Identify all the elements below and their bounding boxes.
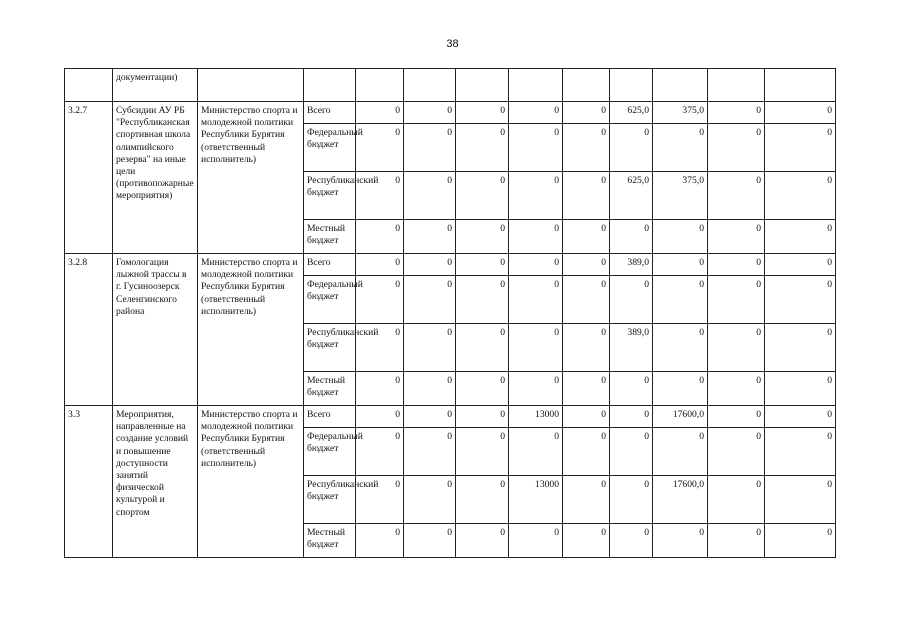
cell-value: 0 xyxy=(765,254,836,276)
cell-value: 0 xyxy=(610,124,653,172)
cell-value: 0 xyxy=(610,220,653,254)
cell-value: 0 xyxy=(708,428,765,476)
cell-source: Федеральный бюджет xyxy=(304,276,356,324)
cell-value: 13000 xyxy=(509,406,563,428)
cell-value: 0 xyxy=(765,220,836,254)
cell-value: 0 xyxy=(563,254,610,276)
cell-code: 3.2.7 xyxy=(65,102,113,254)
cell-value: 0 xyxy=(765,428,836,476)
cell-value: 0 xyxy=(456,220,509,254)
cell-value: 0 xyxy=(708,172,765,220)
cell-source: Всего xyxy=(304,406,356,428)
cell-value: 0 xyxy=(765,524,836,558)
cell-value: 0 xyxy=(356,124,404,172)
cell-value xyxy=(708,69,765,102)
cell-value: 0 xyxy=(653,524,708,558)
cell-value: 0 xyxy=(456,102,509,124)
cell-executor: Министерство спорта и молодежной политики Республики Бурятия (ответственный исполнитель) xyxy=(198,406,304,558)
cell-executor: Министерство спорта и молодежной политики Республики Бурятия (ответственный исполнитель) xyxy=(198,102,304,254)
cell-executor xyxy=(198,69,304,102)
cell-value: 0 xyxy=(765,102,836,124)
cell-value: 0 xyxy=(356,406,404,428)
cell-source: Республиканский бюджет xyxy=(304,172,356,220)
cell-value: 0 xyxy=(708,406,765,428)
cell-value: 0 xyxy=(765,324,836,372)
cell-value: 0 xyxy=(708,324,765,372)
cell-value: 0 xyxy=(456,372,509,406)
cell-source: Местный бюджет xyxy=(304,220,356,254)
cell-value: 0 xyxy=(509,372,563,406)
cell-source: Местный бюджет xyxy=(304,524,356,558)
cell-value xyxy=(765,69,836,102)
cell-value: 0 xyxy=(509,324,563,372)
cell-value: 0 xyxy=(563,476,610,524)
cell-value: 0 xyxy=(765,276,836,324)
cell-value: 0 xyxy=(708,124,765,172)
cell-value xyxy=(456,69,509,102)
cell-value: 0 xyxy=(356,428,404,476)
cell-value: 0 xyxy=(509,254,563,276)
cell-value: 0 xyxy=(563,220,610,254)
page-number: 38 xyxy=(446,38,459,50)
cell-value: 0 xyxy=(610,276,653,324)
cell-value: 0 xyxy=(404,276,456,324)
cell-executor: Министерство спорта и молодежной политики Республики Бурятия (ответственный исполнитель) xyxy=(198,254,304,406)
cell-value: 0 xyxy=(509,524,563,558)
cell-value: 0 xyxy=(404,406,456,428)
cell-value: 0 xyxy=(509,172,563,220)
cell-value: 0 xyxy=(356,476,404,524)
cell-value: 0 xyxy=(563,276,610,324)
cell-value: 0 xyxy=(356,220,404,254)
table-row xyxy=(65,69,836,102)
cell-value: 0 xyxy=(765,172,836,220)
table-row xyxy=(65,254,836,276)
cell-value xyxy=(610,69,653,102)
cell-value: 0 xyxy=(765,476,836,524)
cell-source: Республиканский бюджет xyxy=(304,476,356,524)
cell-value: 389,0 xyxy=(610,324,653,372)
cell-value: 0 xyxy=(653,428,708,476)
cell-source: Федеральный бюджет xyxy=(304,124,356,172)
cell-source: Федеральный бюджет xyxy=(304,428,356,476)
cell-value: 0 xyxy=(563,324,610,372)
table-row xyxy=(65,102,836,124)
cell-source xyxy=(304,69,356,102)
cell-value: 0 xyxy=(563,524,610,558)
cell-code: 3.2.8 xyxy=(65,254,113,406)
cell-value: 0 xyxy=(610,524,653,558)
cell-value: 0 xyxy=(610,372,653,406)
cell-value: 0 xyxy=(456,172,509,220)
cell-value: 0 xyxy=(356,276,404,324)
cell-value: 0 xyxy=(708,220,765,254)
cell-value: 0 xyxy=(404,124,456,172)
cell-value: 625,0 xyxy=(610,172,653,220)
cell-value: 13000 xyxy=(509,476,563,524)
table-row xyxy=(65,406,836,428)
cell-value: 0 xyxy=(456,124,509,172)
cell-value xyxy=(653,69,708,102)
cell-value: 0 xyxy=(708,276,765,324)
budget-table xyxy=(64,68,836,558)
cell-value: 0 xyxy=(404,172,456,220)
cell-value xyxy=(404,69,456,102)
cell-value: 0 xyxy=(356,102,404,124)
cell-name: Мероприятия, направленные на создание условий и повышение доступности занятий физической культурой и спортом xyxy=(113,406,198,558)
cell-value: 0 xyxy=(653,254,708,276)
cell-value: 0 xyxy=(404,102,456,124)
cell-value xyxy=(509,69,563,102)
cell-source: Местный бюджет xyxy=(304,372,356,406)
cell-value: 0 xyxy=(509,124,563,172)
cell-value: 0 xyxy=(653,124,708,172)
cell-value: 0 xyxy=(456,276,509,324)
cell-value: 17600,0 xyxy=(653,476,708,524)
cell-value: 0 xyxy=(456,254,509,276)
cell-value: 0 xyxy=(456,476,509,524)
cell-source: Республиканский бюджет xyxy=(304,324,356,372)
cell-code xyxy=(65,69,113,102)
cell-value: 0 xyxy=(509,276,563,324)
cell-name: Гомологация лыжной трассы в г. Гусиноозерск Селенгинского района xyxy=(113,254,198,406)
cell-name: Субсидии АУ РБ "Республиканская спортивная школа олимпийского резерва" на иные цели (противопожарные мероприятия) xyxy=(113,102,198,254)
cell-value: 389,0 xyxy=(610,254,653,276)
cell-value: 0 xyxy=(765,406,836,428)
cell-value: 625,0 xyxy=(610,102,653,124)
cell-value: 0 xyxy=(653,220,708,254)
cell-value: 375,0 xyxy=(653,172,708,220)
cell-value: 0 xyxy=(708,524,765,558)
cell-value: 0 xyxy=(563,406,610,428)
cell-value: 0 xyxy=(610,476,653,524)
cell-value: 0 xyxy=(404,476,456,524)
cell-value xyxy=(356,69,404,102)
cell-value: 0 xyxy=(765,124,836,172)
cell-value: 0 xyxy=(356,254,404,276)
cell-source: Всего xyxy=(304,254,356,276)
cell-value: 0 xyxy=(708,254,765,276)
cell-value: 0 xyxy=(404,372,456,406)
cell-source: Всего xyxy=(304,102,356,124)
cell-value: 0 xyxy=(509,102,563,124)
cell-value: 0 xyxy=(404,428,456,476)
cell-value: 0 xyxy=(356,324,404,372)
cell-value: 0 xyxy=(563,124,610,172)
cell-value: 0 xyxy=(653,372,708,406)
cell-value: 0 xyxy=(563,428,610,476)
cell-value: 0 xyxy=(509,220,563,254)
cell-value: 0 xyxy=(610,406,653,428)
cell-value: 0 xyxy=(356,172,404,220)
cell-value: 0 xyxy=(653,324,708,372)
cell-value: 0 xyxy=(456,324,509,372)
cell-value: 0 xyxy=(708,476,765,524)
cell-value: 0 xyxy=(456,524,509,558)
cell-value: 0 xyxy=(404,254,456,276)
cell-value: 0 xyxy=(708,102,765,124)
cell-value: 0 xyxy=(356,524,404,558)
cell-value: 0 xyxy=(610,428,653,476)
cell-value: 0 xyxy=(356,372,404,406)
cell-value: 0 xyxy=(509,428,563,476)
table-body xyxy=(65,69,836,558)
cell-value: 0 xyxy=(653,276,708,324)
cell-value: 0 xyxy=(404,524,456,558)
cell-value: 0 xyxy=(456,406,509,428)
cell-value: 0 xyxy=(563,102,610,124)
cell-value: 0 xyxy=(563,172,610,220)
cell-code: 3.3 xyxy=(65,406,113,558)
cell-value xyxy=(563,69,610,102)
cell-value: 0 xyxy=(765,372,836,406)
cell-value: 0 xyxy=(563,372,610,406)
cell-value: 0 xyxy=(404,220,456,254)
cell-value: 0 xyxy=(404,324,456,372)
cell-value: 17600,0 xyxy=(653,406,708,428)
cell-value: 0 xyxy=(456,428,509,476)
cell-name: документации) xyxy=(113,69,198,102)
cell-value: 0 xyxy=(708,372,765,406)
cell-value: 375,0 xyxy=(653,102,708,124)
